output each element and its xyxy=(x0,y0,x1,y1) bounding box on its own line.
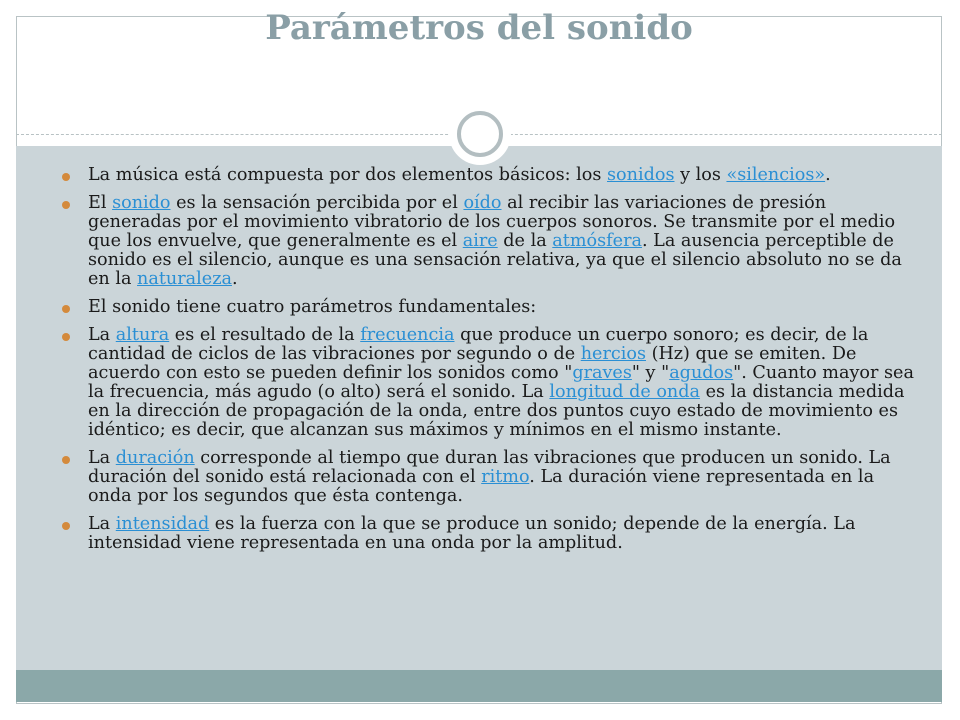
bullet-dot-icon xyxy=(62,522,70,530)
link-altura[interactable]: altura xyxy=(115,325,170,345)
bullet-dot-icon xyxy=(62,333,70,341)
bullet-dot-icon xyxy=(62,305,70,313)
link-hercios[interactable]: hercios xyxy=(580,344,646,364)
bullet-item: El sonido es la sensación percibida por el oído al recibir las variaciones de presión generadas por el movimiento vibratorio de los cuerpos sonoros. Se transmite por el medio que los envuelve, que generalmente es el aire de la atmósfera. La ausencia perceptible de sonido es el silencio, aunque es una sensación relativa, ya que el silencio absoluto no se da en la naturaleza. xyxy=(60,194,920,289)
link-frecuencia[interactable]: frecuencia xyxy=(360,325,455,345)
link-silencios[interactable]: «silencios» xyxy=(726,165,826,185)
link-sonidos[interactable]: sonidos xyxy=(607,165,675,185)
link-duracion[interactable]: duración xyxy=(115,448,195,468)
link-longitud-de-onda[interactable]: longitud de onda xyxy=(549,382,701,402)
link-oido[interactable]: oído xyxy=(463,193,502,213)
bullet-item: La música está compuesta por dos elementos básicos: los sonidos y los «silencios». xyxy=(60,166,920,185)
bullet-list xyxy=(60,166,920,562)
footer-band xyxy=(16,670,942,702)
link-atmosfera[interactable]: atmósfera xyxy=(552,231,642,251)
link-sonido[interactable]: sonido xyxy=(112,193,171,213)
bullet-item: La intensidad es la fuerza con la que se produce un sonido; depende de la energía. La intensidad viene representada en una onda por la amplitud. xyxy=(60,515,920,553)
bullet-item: El sonido tiene cuatro parámetros fundamentales: xyxy=(60,298,920,317)
link-naturaleza[interactable]: naturaleza xyxy=(137,269,232,289)
link-graves[interactable]: graves xyxy=(572,363,632,383)
link-intensidad[interactable]: intensidad xyxy=(115,514,210,534)
circle-ornament-icon xyxy=(457,111,503,157)
bullet-item: La duración corresponde al tiempo que duran las vibraciones que producen un sonido. La duración del sonido está relacionada con el ritmo. La duración viene representada en la onda por los segundos que ésta contenga. xyxy=(60,449,920,506)
link-aire[interactable]: aire xyxy=(462,231,498,251)
bullet-dot-icon xyxy=(62,456,70,464)
slide-title: Parámetros del sonido xyxy=(265,8,693,48)
bullet-dot-icon xyxy=(62,173,70,181)
bullet-item: La altura es el resultado de la frecuencia que produce un cuerpo sonoro; es decir, de la cantidad de ciclos de las vibraciones por segundo o de hercios (Hz) que se emiten. De acuerdo con esto se pueden definir los sonidos como "graves" y "agudos". Cuanto mayor sea la frecuencia, más agudo (o alto) será el sonido. La longitud de onda es la distancia medida en la dirección de propagación de la onda, entre dos puntos cuyo estado de movimiento es idéntico; es decir, que alcanzan sus máximos y mínimos en el mismo instante. xyxy=(60,326,920,440)
link-ritmo[interactable]: ritmo xyxy=(481,467,530,487)
link-agudos[interactable]: agudos xyxy=(669,363,734,383)
bullet-dot-icon xyxy=(62,201,70,209)
